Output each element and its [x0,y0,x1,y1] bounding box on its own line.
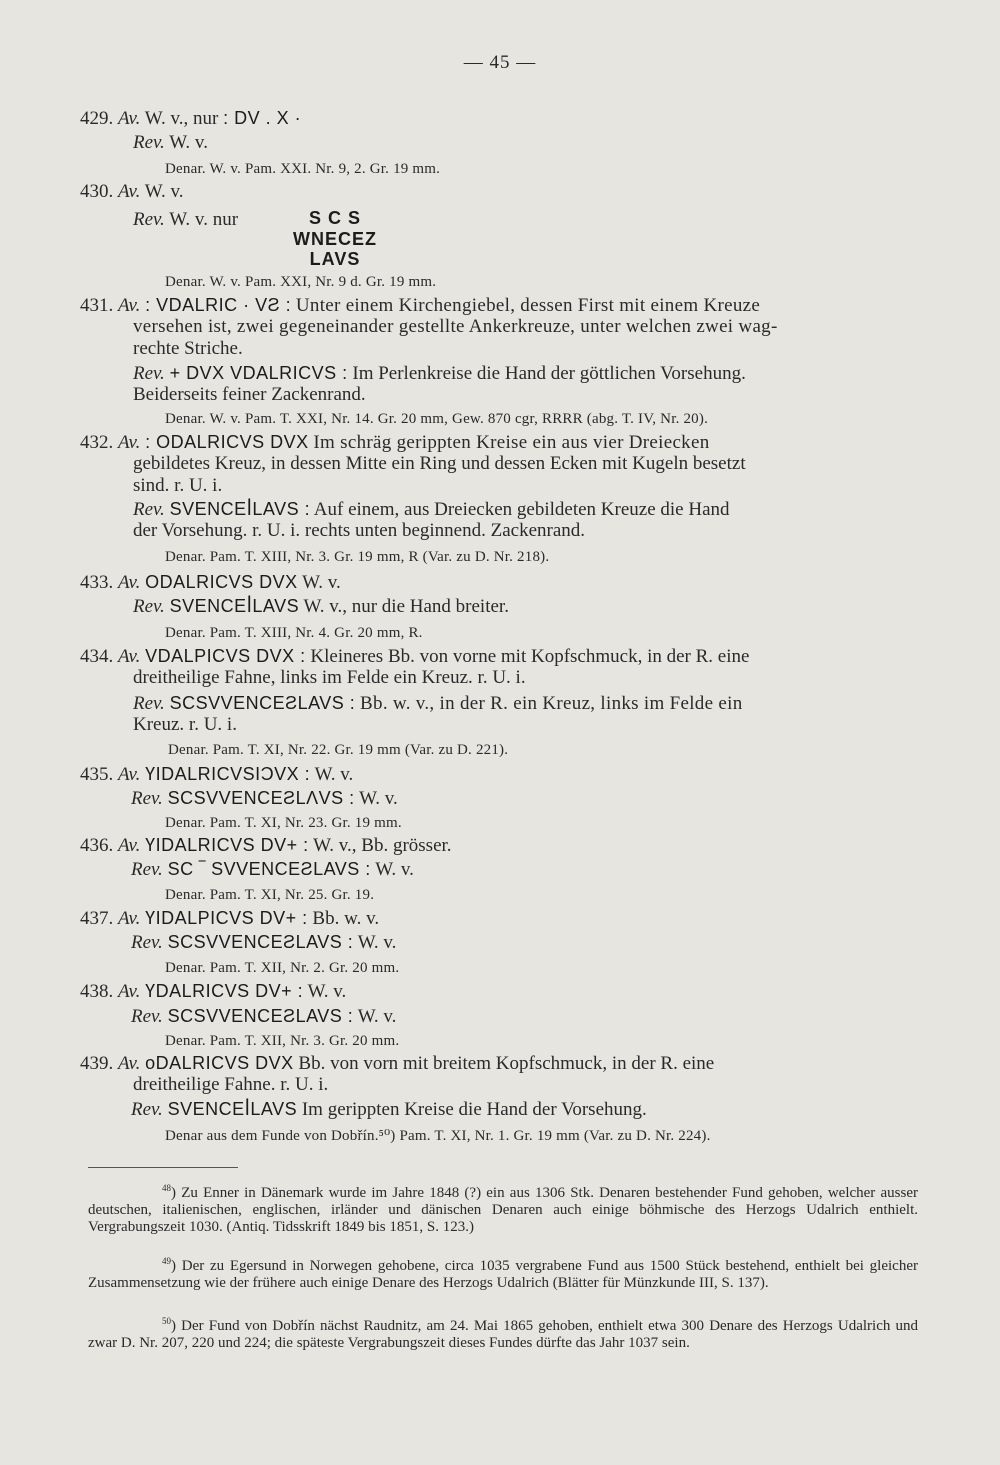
entry-431-rev-text-2: Beiderseits feiner Zackenrand. [133,384,366,405]
av-legend: VDALPICVS DVX : [145,646,306,666]
entry-430-denar: Denar. W. v. Pam. XXI, Nr. 9 d. Gr. 19 mm. [165,274,437,290]
entry-433-denar: Denar. Pam. T. XIII, Nr. 4. Gr. 20 mm, R. [165,625,423,641]
entry-number: 433. [80,572,114,593]
av-label: Av. [118,908,141,929]
entry-439-rev-line [131,1097,647,1122]
entry-431-av-text-3: rechte Striche. [133,338,243,359]
av-label: Av. [118,181,141,202]
entry-number: 437. [80,908,114,929]
rev-label: Rev. [133,596,165,617]
legend-line-1: S C S [308,208,361,228]
rev-text: W. v., nur die Hand breiter. [303,596,509,617]
entry-436-av-line [80,833,452,858]
footnote-mark: 50 [162,1316,171,1326]
av-text: W. v., nur [144,108,219,129]
rev-text: W. v. [169,132,208,153]
av-label: Av. [118,1053,141,1074]
entry-432-denar: Denar. Pam. T. XIII, Nr. 3. Gr. 19 mm, R (Var. zu D. Nr. 218). [165,549,550,565]
av-label: Av. [118,646,141,667]
entry-430-av-line [80,180,183,204]
entry-number: 439. [80,1053,114,1074]
entry-435-rev-line [131,786,398,811]
rev-legend: SC ‾ SVVENCEƧLAVS : [167,859,371,879]
av-legend: ҮIDALRICVSIƆVX : [145,764,311,784]
rev-text: Bb. w. v., in der R. ein Kreuz, links im Felde ein [360,693,743,714]
av-legend: oDALRICVS DVX [145,1053,294,1073]
entry-434-denar: Denar. Pam. T. XI, Nr. 22. Gr. 19 mm (Var. zu D. 221). [168,742,509,758]
entry-number: 432. [80,432,114,453]
av-label: Av. [118,981,141,1002]
rev-label: Rev. [131,1099,163,1120]
entry-number: 438. [80,981,114,1002]
rev-label: Rev. [131,1006,163,1027]
footnote-text: ) Zu Enner in Dänemark wurde im Jahre 1848 (?) ein aus 1306 Stk. Denaren bestehender Fund gehoben, welcher ausser deutschen, italienischen, englischen, irländer und dänischen Denaren auch einige böhmische des Herzogs Udalrich enthielt. Vergrabungszeit 1030. (Antiq. Tidsskrift 1849 bis 1851, S. 123.) [88,1185,918,1235]
entry-429-av-line [80,106,301,131]
rev-text: W. v. nur [169,209,239,230]
page-number: — 45 — [463,52,537,73]
entry-432-av-text-2: gebildetes Kreuz, in dessen Mitte ein Ring und dessen Ecken mit Kugeln besetzt [133,453,746,474]
rev-legend: SVENCEꟾLAVS [167,1099,298,1119]
footnote-mark: 48 [162,1183,171,1193]
entry-434-rev-text-2: Kreuz. r. U. i. [133,714,237,735]
entry-437-rev-line [131,930,396,955]
footnote-50 [88,1318,918,1352]
entry-429-denar: Denar. W. v. Pam. XXI. Nr. 9, 2. Gr. 19 mm. [165,161,441,177]
rev-text: W. v. [357,1006,397,1027]
entry-431-denar: Denar. W. v. Pam. T. XXI, Nr. 14. Gr. 20 mm, Gew. 870 cgr, RRRR (abg. T. IV, Nr. 20). [165,411,709,427]
av-legend: : VDALRIC · VƧ : [145,295,292,315]
rev-legend: SCSVVENCEƧLAVS : [167,932,354,952]
footnote-text: ) Der Fund von Dobřín nächst Raudnitz, am 24. Mai 1865 gehoben, enthielt etwa 300 Denare des Herzogs Udalrich und zwar D. Nr. 207, 220 und 224; die späteste Vergrabungszeit dieses Fundes dürfte das Jahr 1037 sein. [88,1318,918,1351]
rev-label: Rev. [133,132,165,153]
rev-label: Rev. [133,363,165,384]
entry-437-av-line [80,906,379,931]
footnote-49 [88,1258,918,1292]
footnote-48 [88,1185,918,1236]
entry-434-av-text-2: dreitheilige Fahne, links im Felde ein Kreuz. r. U. i. [133,667,526,688]
entry-429-rev-line [133,131,208,155]
rev-label: Rev. [133,499,165,520]
av-label: Av. [118,432,141,453]
entry-439-av-text-2: dreitheilige Fahne. r. U. i. [133,1074,329,1095]
av-legend: ҮDALRICVS DV+ : [145,981,304,1001]
entry-number: 429. [80,108,114,129]
entry-436-rev-line [131,857,414,882]
entry-438-rev-line [131,1004,396,1029]
rev-text: W. v. [375,859,414,880]
rev-label: Rev. [133,693,165,714]
av-text: Bb. von vorn mit breitem Kopfschmuck, in der R. eine [298,1053,715,1074]
entry-433-av-line [80,570,341,595]
entry-432-av-text-3: sind. r. U. i. [133,475,223,496]
rev-legend: SVENCEꟾLAVS : [169,499,311,519]
entry-number: 435. [80,764,114,785]
legend-line-2: WNECEZ [293,229,377,249]
entry-number: 434. [80,646,114,667]
av-legend: ODALRICVS DVX [145,572,298,592]
av-legend: : DV . X · [223,108,302,128]
entry-438-denar: Denar. Pam. T. XII, Nr. 3. Gr. 20 mm. [165,1033,400,1049]
rev-text: Im Perlenkreise die Hand der göttlichen Vorsehung. [352,363,746,384]
rev-text: W. v. [357,932,397,953]
av-text: Unter einem Kirchengiebel, dessen First mit einem Kreuze [295,295,761,316]
entry-number: 431. [80,295,114,316]
footnote-text: ) Der zu Egersund in Norwegen gehobene, circa 1035 vergrabene Fund aus 1500 Stück bestehend, enthielt bei gleicher Zusammensetzung wie der frühere auch einige Denare des Herzogs Udalrich (Blätter für Münzkunde III, S. 137). [88,1258,918,1291]
entry-number: 436. [80,835,114,856]
entry-number: 430. [80,181,114,202]
entry-439-denar: Denar aus dem Funde von Dobřín.⁵⁰) Pam. T. XI, Nr. 1. Gr. 19 mm (Var. zu D. Nr. 224). [165,1128,711,1144]
entry-430-rev-line [133,208,238,232]
rev-legend: SCSVVENCEƧLΛVS : [167,788,355,808]
av-legend: : ODALRICVS DVX [145,432,309,452]
rev-label: Rev. [131,859,163,880]
entry-437-denar: Denar. Pam. T. XII, Nr. 2. Gr. 20 mm. [165,960,400,976]
av-text: Kleineres Bb. von vorne mit Kopfschmuck, in der R. eine [310,646,750,667]
rev-legend: + DVX VDALRICVS : [169,363,348,383]
av-text: W. v. [302,572,341,593]
av-label: Av. [118,835,141,856]
rev-legend: SCSVVENCEƧLAVS : [167,1006,354,1026]
entry-436-denar: Denar. Pam. T. XI, Nr. 25. Gr. 19. [165,887,375,903]
rev-label: Rev. [131,932,163,953]
rev-legend: SCSVVENCEƧLAVS : [169,693,356,713]
entry-435-av-line [80,762,353,787]
footnote-divider [88,1167,238,1168]
av-text: W. v. [314,764,354,785]
av-label: Av. [118,764,141,785]
footnote-mark: 49 [162,1256,171,1266]
av-text: Im schräg gerippten Kreise ein aus vier Dreiecken [313,432,710,453]
rev-text: Auf einem, aus Dreiecken gebildeten Kreuze die Hand [313,499,730,520]
legend-line-3: LAVS [309,249,361,269]
rev-legend: SVENCEꟾLAVS [169,596,300,616]
av-text: W. v., Bb. grösser. [313,835,452,856]
entry-431-av-text-2: versehen ist, zwei gegeneinander gestellte Ankerkreuze, unter welchen zwei wag- [133,316,778,337]
av-legend: ҮIDALPICVS DV+ : [145,908,308,928]
rev-text: W. v. [359,788,398,809]
rev-label: Rev. [131,788,163,809]
rev-text: Im gerippten Kreise die Hand der Vorsehung. [301,1099,647,1120]
av-text: W. v. [307,981,347,1002]
av-label: Av. [118,108,141,129]
av-legend: ҮIDALRICVS DV+ : [145,835,309,855]
av-text: Bb. w. v. [312,908,380,929]
rev-label: Rev. [133,209,165,230]
entry-432-rev-text-2: der Vorsehung. r. U. i. rechts unten beginnend. Zackenrand. [133,520,586,541]
entry-438-av-line [80,979,346,1004]
av-label: Av. [118,572,141,593]
entry-435-denar: Denar. Pam. T. XI, Nr. 23. Gr. 19 mm. [165,815,402,831]
av-label: Av. [118,295,141,316]
av-text: W. v. [144,181,184,202]
entry-433-rev-line [133,594,509,619]
